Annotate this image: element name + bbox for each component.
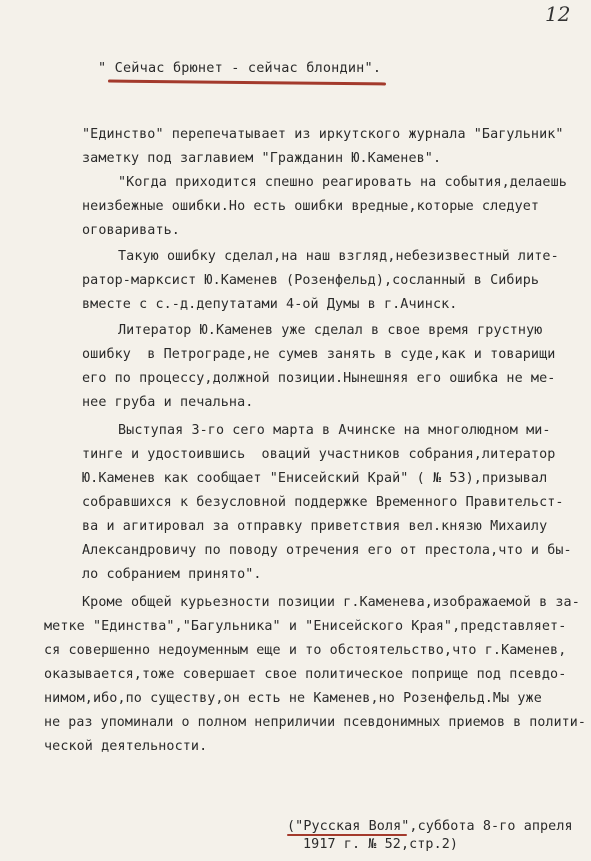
- text-line: заметку под заглавием "Гражданин Ю.Каменев".: [82, 151, 442, 166]
- text-line: собравшихся к безусловной поддержке Временного Правительст-: [82, 495, 564, 510]
- text-line: "Единство" перепечатывает из иркутского журнала "Багульник": [82, 127, 564, 142]
- text-line: оговаривать.: [82, 223, 180, 238]
- text-line: ческой деятельности.: [44, 739, 208, 754]
- article-title: " Сейчас брюнет - сейчас блондин".: [98, 60, 382, 76]
- text-line: Кроме общей курьезности позиции г.Каменева,изображаемой в за-: [82, 595, 580, 610]
- text-line: нее груба и печальна.: [82, 395, 254, 410]
- text-line: нимом,ибо,по существу,он есть не Каменев,но Розенфельд.Мы уже: [44, 691, 542, 706]
- text-line: ва и агитировал за отправку приветствия вел.князю Михаилу: [82, 519, 548, 534]
- text-line: метке "Единства","Багульника" и "Енисейского Края",представляет-: [44, 619, 567, 634]
- text-line: Ю.Каменев как сообщает "Енисейский Край" ( № 53),призывал: [82, 471, 548, 486]
- text-line: ратор-марксист Ю.Каменев (Розенфельд),сосланный в Сибирь: [82, 273, 540, 288]
- text-line: ло собранием принято".: [82, 567, 262, 582]
- page-number: 12: [545, 2, 571, 26]
- text-line: неизбежные ошибки.Но есть ошибки вредные,которые следует: [82, 199, 540, 214]
- text-line: не раз упоминали о полном неприличии псевдонимных приемов в полити-: [44, 715, 586, 730]
- text-line: ся совершенно недоуменным еще и то обстоятельство,что г.Каменев,: [44, 643, 567, 658]
- text-line: "Когда приходится спешно реагировать на события,делаешь: [118, 175, 567, 190]
- text-line: Такую ошибку сделал,на наш взгляд,небезизвестный лите-: [118, 249, 559, 264]
- text-line: Литератор Ю.Каменев уже сделал в свое время грустную: [118, 323, 543, 338]
- title-underline: [108, 80, 386, 86]
- text-line: его по процессу,должной позиции.Нынешняя его ошибка не ме-: [82, 371, 556, 386]
- source-line: 1917 г. № 52,стр.2): [303, 837, 459, 852]
- text-line: вместе с с.-д.депутатами 4-ой Думы в г.Ачинск.: [82, 297, 458, 312]
- text-line: тинге и удостоившись оваций участников собрания,литератор: [82, 447, 556, 462]
- text-line: оказывается,тоже совершает свое политическое поприще под псевдо-: [44, 667, 567, 682]
- text-line: ошибку в Петрограде,не сумев занять в суде,как и товарищи: [82, 347, 556, 362]
- text-line: Александровичу по поводу отречения его от престола,что и бы-: [82, 543, 572, 558]
- text-line: Выступая 3-го сего марта в Ачинске на многолюдном ми-: [118, 423, 551, 438]
- source-line: ("Русская Воля",суббота 8-го апреля: [287, 819, 573, 834]
